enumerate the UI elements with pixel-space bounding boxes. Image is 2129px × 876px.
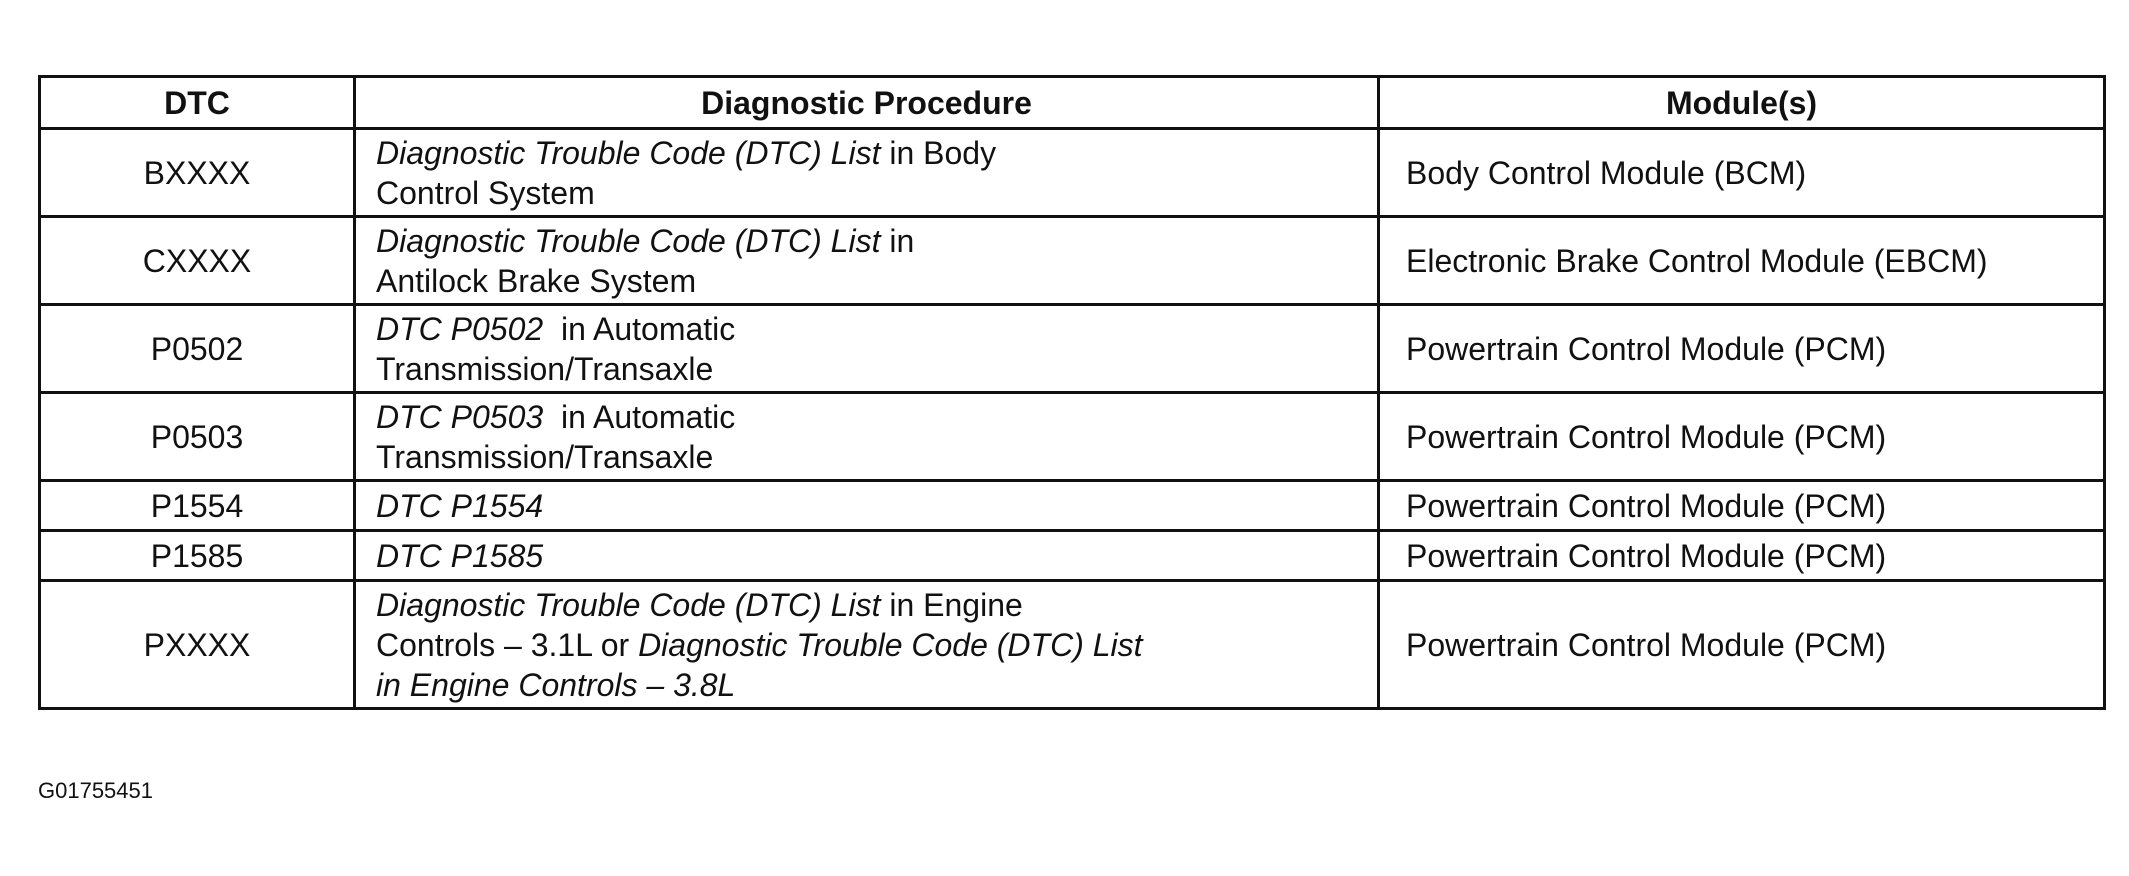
procedure-text: in	[880, 222, 915, 259]
dtc-code: P0502	[40, 305, 355, 393]
table-row	[40, 481, 2105, 531]
module-name: Powertrain Control Module (PCM)	[1379, 305, 2105, 393]
procedure-reference: in Engine Controls – 3.8L	[376, 666, 736, 703]
diagnostic-procedure	[355, 217, 1379, 305]
module-name: Electronic Brake Control Module (EBCM)	[1379, 217, 2105, 305]
module-name: Powertrain Control Module (PCM)	[1379, 581, 2105, 709]
procedure-reference: DTC P1585	[376, 537, 544, 574]
procedure-text: Antilock Brake System	[376, 262, 697, 299]
dtc-code: P1554	[40, 481, 355, 531]
procedure-text: Control System	[376, 174, 595, 211]
procedure-text: in Automatic	[543, 398, 736, 435]
table-row	[40, 129, 2105, 217]
diagnostic-procedure	[355, 393, 1379, 481]
figure-id: G01755451	[38, 778, 153, 803]
procedure-text: in Automatic	[543, 310, 736, 347]
table-row	[40, 305, 2105, 393]
header-modules: Module(s)	[1379, 77, 2105, 129]
procedure-text: in Body	[880, 134, 997, 171]
diagnostic-procedure	[355, 531, 1379, 581]
procedure-reference: Diagnostic Trouble Code (DTC) List	[376, 134, 881, 171]
dtc-code: P0503	[40, 393, 355, 481]
dtc-code: PXXXX	[40, 581, 355, 709]
procedure-reference: Diagnostic Trouble Code (DTC) List	[376, 222, 881, 259]
dtc-code: P1585	[40, 531, 355, 581]
procedure-text: Controls – 3.1L or	[376, 626, 639, 663]
procedure-reference: DTC P1554	[376, 487, 544, 524]
module-name: Powertrain Control Module (PCM)	[1379, 481, 2105, 531]
module-name: Powertrain Control Module (PCM)	[1379, 393, 2105, 481]
module-name: Powertrain Control Module (PCM)	[1379, 531, 2105, 581]
dtc-code: CXXXX	[40, 217, 355, 305]
procedure-reference: Diagnostic Trouble Code (DTC) List	[376, 586, 881, 623]
table-row	[40, 393, 2105, 481]
procedure-reference: DTC P0503	[376, 398, 544, 435]
procedure-text: in Engine	[880, 586, 1023, 623]
header-procedure: Diagnostic Procedure	[355, 77, 1379, 129]
header-dtc: DTC	[40, 77, 355, 129]
diagnostic-procedure	[355, 129, 1379, 217]
procedure-text: Transmission/Transaxle	[376, 350, 714, 387]
table-row	[40, 217, 2105, 305]
procedure-text: Transmission/Transaxle	[376, 438, 714, 475]
procedure-reference: Diagnostic Trouble Code (DTC) List	[638, 626, 1143, 663]
procedure-reference: DTC P0502	[376, 310, 544, 347]
diagnostic-procedure	[355, 481, 1379, 531]
module-name: Body Control Module (BCM)	[1379, 129, 2105, 217]
dtc-code: BXXXX	[40, 129, 355, 217]
table-row	[40, 531, 2105, 581]
table-row	[40, 581, 2105, 709]
diagnostic-procedure	[355, 581, 1379, 709]
dtc-table	[38, 75, 2106, 710]
diagnostic-procedure	[355, 305, 1379, 393]
table-header-row	[40, 77, 2105, 129]
